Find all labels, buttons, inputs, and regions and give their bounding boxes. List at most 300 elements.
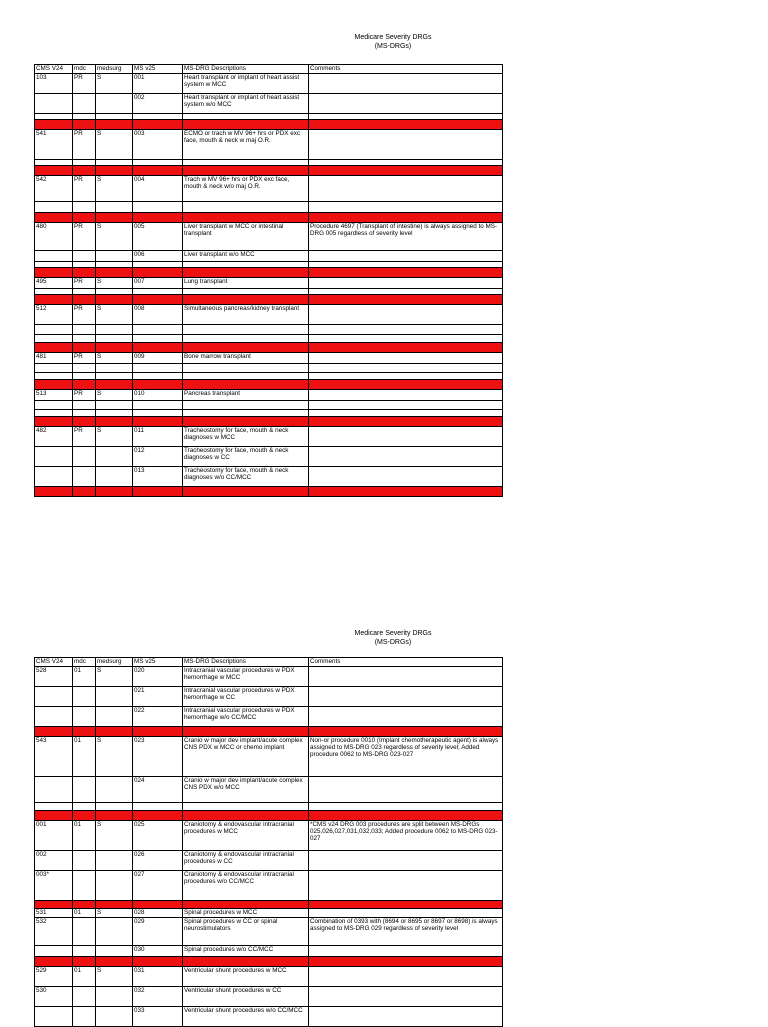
cms-v24-cell <box>35 268 73 278</box>
description-cell: Trach w MV 96+ hrs or PDX exc face, mouth & neck w/o maj O.R. <box>183 176 309 202</box>
comment-cell <box>309 176 503 202</box>
ms-v25-cell <box>133 803 183 811</box>
comment-cell <box>309 305 503 325</box>
table-row <box>35 176 503 202</box>
mdc-cell <box>73 707 96 727</box>
separator-row <box>35 901 503 909</box>
medsurg-cell: S <box>96 390 133 401</box>
mdc-cell <box>73 268 96 278</box>
cms-v24-cell: 531 <box>35 909 73 918</box>
cms-v24-cell <box>35 343 73 353</box>
table-row <box>35 251 503 262</box>
mdc-cell <box>73 946 96 957</box>
medsurg-cell: S <box>96 967 133 987</box>
description-cell: Spinal procedures w CC or spinal neurostimulators <box>183 918 309 946</box>
description-cell: Heart transplant or implant of heart assist system w/o MCC <box>183 94 309 114</box>
medsurg-cell: S <box>96 667 133 687</box>
comment-cell: Procedure 4697 (Transplant of intestine) is always assigned to MS-DRG 005 regardless of severity level <box>309 223 503 251</box>
cms-v24-cell: 542 <box>35 176 73 202</box>
medsurg-cell: S <box>96 353 133 364</box>
table-row <box>35 737 503 777</box>
medsurg-cell <box>96 987 133 1007</box>
description-cell <box>183 957 309 967</box>
medsurg-cell: S <box>96 176 133 202</box>
cms-v24-cell: 529 <box>35 967 73 987</box>
cms-v24-cell: 480 <box>35 223 73 251</box>
medsurg-cell: S <box>96 278 133 289</box>
cms-v24-cell <box>35 251 73 262</box>
comment-cell <box>309 325 503 335</box>
medsurg-cell <box>96 417 133 427</box>
comment-cell <box>309 295 503 305</box>
mdc-cell <box>73 901 96 909</box>
cms-v24-cell <box>35 364 73 373</box>
medsurg-cell <box>96 687 133 707</box>
cms-v24-cell <box>35 946 73 957</box>
table-header-row <box>35 65 503 74</box>
cms-v24-cell <box>35 803 73 811</box>
header-descriptions: MS-DRG Descriptions <box>183 65 309 74</box>
mdc-cell <box>73 380 96 390</box>
comment-cell <box>309 487 503 497</box>
mdc-cell <box>73 120 96 130</box>
description-cell: Simultaneous pancreas/kidney transplant <box>183 305 309 325</box>
title-line-1: Medicare Severity DRGs <box>354 630 432 637</box>
ms-v25-cell <box>133 295 183 305</box>
table-row <box>35 707 503 727</box>
ms-v25-cell: 007 <box>133 278 183 289</box>
description-cell: Cranio w major dev implant/acute complex CNS PDX w MCC or chemo implant <box>183 737 309 777</box>
description-cell <box>183 811 309 821</box>
blank-row <box>35 364 503 373</box>
description-cell: Tracheostomy for face, mouth & neck diagnoses w MCC <box>183 427 309 447</box>
comment-cell <box>309 268 503 278</box>
comment-cell <box>309 667 503 687</box>
description-cell <box>183 202 309 213</box>
header-medsurg: medsurg <box>96 658 133 667</box>
mdc-cell: PR <box>73 390 96 401</box>
cms-v24-cell: 530 <box>35 987 73 1007</box>
description-cell: Tracheostomy for face, mouth & neck diagnoses w/o CC/MCC <box>183 467 309 487</box>
cms-v24-cell <box>35 325 73 335</box>
ms-v25-cell: 011 <box>133 427 183 447</box>
header-descriptions: MS-DRG Descriptions <box>183 658 309 667</box>
comment-cell <box>309 202 503 213</box>
medsurg-cell <box>96 871 133 901</box>
cms-v24-cell <box>35 202 73 213</box>
comment-cell <box>309 251 503 262</box>
ms-v25-cell <box>133 120 183 130</box>
ms-v25-cell: 001 <box>133 74 183 94</box>
description-cell <box>183 166 309 176</box>
table-row <box>35 821 503 851</box>
table-row <box>35 918 503 946</box>
description-cell: Tracheostomy for face, mouth & neck diagnoses w CC <box>183 447 309 467</box>
ms-v25-cell: 026 <box>133 851 183 871</box>
mdc-cell <box>73 871 96 901</box>
ms-v25-cell: 009 <box>133 353 183 364</box>
medsurg-cell: S <box>96 223 133 251</box>
description-cell: Spinal procedures w/o CC/MCC <box>183 946 309 957</box>
cms-v24-cell <box>35 380 73 390</box>
blank-row <box>35 325 503 335</box>
description-cell <box>183 343 309 353</box>
header-cms-v24: CMS V24 <box>35 65 73 74</box>
medsurg-cell <box>96 401 133 410</box>
header-cms-v24: CMS V24 <box>35 658 73 667</box>
separator-row <box>35 295 503 305</box>
cms-v24-cell <box>35 811 73 821</box>
title-line-2: (MS-DRGs) <box>374 43 412 50</box>
comment-cell <box>309 909 503 918</box>
medsurg-cell <box>96 901 133 909</box>
comment-cell <box>309 901 503 909</box>
comment-cell <box>309 803 503 811</box>
medsurg-cell <box>96 120 133 130</box>
ms-v25-cell: 032 <box>133 987 183 1007</box>
title-line-1: Medicare Severity DRGs <box>354 34 432 41</box>
ms-v25-cell: 027 <box>133 871 183 901</box>
mdc-cell <box>73 487 96 497</box>
ms-v25-cell <box>133 343 183 353</box>
ms-v25-cell: 006 <box>133 251 183 262</box>
description-cell <box>183 417 309 427</box>
blank-row <box>35 401 503 410</box>
description-cell: Pancreas transplant <box>183 390 309 401</box>
medsurg-cell <box>96 325 133 335</box>
cms-v24-cell <box>35 447 73 467</box>
comment-cell <box>309 851 503 871</box>
ms-v25-cell: 010 <box>133 390 183 401</box>
medsurg-cell <box>96 335 133 343</box>
comment-cell <box>309 417 503 427</box>
cms-v24-cell <box>35 120 73 130</box>
medsurg-cell <box>96 410 133 417</box>
table-row <box>35 687 503 707</box>
separator-row <box>35 213 503 223</box>
comment-cell <box>309 811 503 821</box>
separator-row <box>35 487 503 497</box>
description-cell <box>183 803 309 811</box>
ms-v25-cell: 008 <box>133 305 183 325</box>
table-row <box>35 130 503 160</box>
ms-v25-cell <box>133 373 183 380</box>
cms-v24-cell: 103 <box>35 74 73 94</box>
mdc-cell <box>73 202 96 213</box>
description-cell: Bone marrow transplant <box>183 353 309 364</box>
cms-v24-cell: 528 <box>35 667 73 687</box>
comment-cell <box>309 353 503 364</box>
cms-v24-cell: 495 <box>35 278 73 289</box>
medsurg-cell <box>96 851 133 871</box>
medsurg-cell <box>96 918 133 946</box>
ms-v25-cell <box>133 335 183 343</box>
table-row <box>35 909 503 918</box>
comment-cell <box>309 707 503 727</box>
medsurg-cell: S <box>96 909 133 918</box>
cms-v24-cell <box>35 401 73 410</box>
mdc-cell: PR <box>73 353 96 364</box>
comment-cell <box>309 777 503 803</box>
cms-v24-cell <box>35 487 73 497</box>
comment-cell <box>309 410 503 417</box>
description-cell: Intracranial vascular procedures w PDX hemorrhage w/o CC/MCC <box>183 707 309 727</box>
description-cell: Heart transplant or implant of heart assist system w MCC <box>183 74 309 94</box>
ms-v25-cell <box>133 410 183 417</box>
cms-v24-cell: 482 <box>35 427 73 447</box>
medsurg-cell <box>96 727 133 737</box>
ms-v25-cell: 031 <box>133 967 183 987</box>
mdc-cell <box>73 373 96 380</box>
description-cell <box>183 373 309 380</box>
comment-cell <box>309 380 503 390</box>
comment-cell <box>309 390 503 401</box>
separator-row <box>35 268 503 278</box>
mdc-cell: 01 <box>73 667 96 687</box>
header-mdc: mdc <box>73 658 96 667</box>
cms-v24-cell <box>35 373 73 380</box>
comment-cell: Non-or procedure 0010 (Implant chemotherapeutic agent) is always assigned to MS-DRG 023 regardless of severity level; Added procedure 0062 to MS-DRG 023-027 <box>309 737 503 777</box>
ms-v25-cell: 005 <box>133 223 183 251</box>
table-row <box>35 223 503 251</box>
medsurg-cell: S <box>96 427 133 447</box>
comment-cell <box>309 687 503 707</box>
description-cell: Craniotomy & endovascular intracranial procedures w MCC <box>183 821 309 851</box>
description-cell <box>183 901 309 909</box>
mdc-cell: 01 <box>73 909 96 918</box>
separator-row <box>35 727 503 737</box>
ms-v25-cell: 021 <box>133 687 183 707</box>
comment-cell <box>309 364 503 373</box>
drg-table <box>34 64 503 497</box>
ms-v25-cell: 002 <box>133 94 183 114</box>
cms-v24-cell <box>35 213 73 223</box>
ms-v25-cell <box>133 401 183 410</box>
ms-v25-cell <box>133 202 183 213</box>
mdc-cell <box>73 213 96 223</box>
mdc-cell <box>73 401 96 410</box>
ms-v25-cell <box>133 364 183 373</box>
mdc-cell <box>73 811 96 821</box>
blank-row <box>35 335 503 343</box>
description-cell <box>183 727 309 737</box>
table-row <box>35 94 503 114</box>
ms-v25-cell: 020 <box>133 667 183 687</box>
separator-row <box>35 166 503 176</box>
table-row <box>35 851 503 871</box>
cms-v24-cell: 541 <box>35 130 73 160</box>
description-cell: Spinal procedures w MCC <box>183 909 309 918</box>
mdc-cell <box>73 777 96 803</box>
mdc-cell <box>73 94 96 114</box>
table-row <box>35 305 503 325</box>
mdc-cell: 01 <box>73 821 96 851</box>
medsurg-cell <box>96 380 133 390</box>
cms-v24-cell <box>35 335 73 343</box>
description-cell: Craniotomy & endovascular intracranial procedures w/o CC/MCC <box>183 871 309 901</box>
cms-v24-cell <box>35 901 73 909</box>
mdc-cell: PR <box>73 130 96 160</box>
table-row <box>35 946 503 957</box>
comment-cell <box>309 343 503 353</box>
mdc-cell <box>73 335 96 343</box>
separator-row <box>35 120 503 130</box>
comment-cell <box>309 401 503 410</box>
ms-v25-cell <box>133 811 183 821</box>
mdc-cell <box>73 410 96 417</box>
medsurg-cell: S <box>96 130 133 160</box>
comment-cell <box>309 447 503 467</box>
mdc-cell: 01 <box>73 737 96 777</box>
mdc-cell <box>73 803 96 811</box>
medsurg-cell: S <box>96 737 133 777</box>
mdc-cell: PR <box>73 278 96 289</box>
table-row <box>35 467 503 487</box>
mdc-cell <box>73 295 96 305</box>
header-ms-v25: MS v25 <box>133 65 183 74</box>
ms-v25-cell <box>133 901 183 909</box>
ms-v25-cell <box>133 268 183 278</box>
comment-cell <box>309 74 503 94</box>
description-cell: Ventricular shunt procedures w CC <box>183 987 309 1007</box>
ms-v25-cell: 028 <box>133 909 183 918</box>
mdc-cell <box>73 325 96 335</box>
mdc-cell: PR <box>73 176 96 202</box>
mdc-cell <box>73 447 96 467</box>
comment-cell <box>309 727 503 737</box>
ms-v25-cell: 033 <box>133 1007 183 1027</box>
table-row <box>35 447 503 467</box>
comment-cell <box>309 467 503 487</box>
ms-v25-cell: 022 <box>133 707 183 727</box>
description-cell: Intracranial vascular procedures w PDX hemorrhage w CC <box>183 687 309 707</box>
cms-v24-cell: 532 <box>35 918 73 946</box>
description-cell: Cranio w major dev implant/acute complex CNS PDX w/o MCC <box>183 777 309 803</box>
description-cell <box>183 487 309 497</box>
cms-v24-cell: 512 <box>35 305 73 325</box>
table-row <box>35 74 503 94</box>
comment-cell <box>309 987 503 1007</box>
medsurg-cell <box>96 295 133 305</box>
table-row <box>35 278 503 289</box>
mdc-cell <box>73 364 96 373</box>
ms-v25-cell <box>133 957 183 967</box>
header-mdc: mdc <box>73 65 96 74</box>
cms-v24-cell: 543 <box>35 737 73 777</box>
ms-v25-cell <box>133 380 183 390</box>
mdc-cell: PR <box>73 305 96 325</box>
comment-cell <box>309 946 503 957</box>
cms-v24-cell <box>35 707 73 727</box>
cms-v24-cell: 003* <box>35 871 73 901</box>
description-cell <box>183 380 309 390</box>
description-cell <box>183 295 309 305</box>
medsurg-cell <box>96 777 133 803</box>
ms-v25-cell: 025 <box>133 821 183 851</box>
medsurg-cell <box>96 202 133 213</box>
medsurg-cell <box>96 811 133 821</box>
comment-cell <box>309 427 503 447</box>
cms-v24-cell: 481 <box>35 353 73 364</box>
cms-v24-cell <box>35 94 73 114</box>
description-cell <box>183 213 309 223</box>
medsurg-cell <box>96 268 133 278</box>
table-row <box>35 967 503 987</box>
comment-cell <box>309 120 503 130</box>
ms-v25-cell: 013 <box>133 467 183 487</box>
blank-row <box>35 202 503 213</box>
mdc-cell <box>73 687 96 707</box>
ms-v25-cell: 012 <box>133 447 183 467</box>
cms-v24-cell: 001 <box>35 821 73 851</box>
table-row <box>35 987 503 1007</box>
table-header-row <box>35 658 503 667</box>
medsurg-cell <box>96 94 133 114</box>
mdc-cell <box>73 467 96 487</box>
blank-row <box>35 803 503 811</box>
description-cell: Lung transplant <box>183 278 309 289</box>
separator-row <box>35 380 503 390</box>
description-cell <box>183 335 309 343</box>
medsurg-cell <box>96 213 133 223</box>
description-cell: ECMO or trach w MV 96+ hrs or PDX exc face, mouth & neck w maj O.R. <box>183 130 309 160</box>
description-cell <box>183 364 309 373</box>
table-row <box>35 390 503 401</box>
mdc-cell: PR <box>73 427 96 447</box>
comment-cell: Combination of 0393 with (8694 or 8695 or 8697 or 8698) is always assigned to MS-DRG 029 regardless of severity level <box>309 918 503 946</box>
comment-cell <box>309 967 503 987</box>
blank-row <box>35 373 503 380</box>
description-cell <box>183 268 309 278</box>
medsurg-cell <box>96 957 133 967</box>
mdc-cell: PR <box>73 223 96 251</box>
ms-v25-cell <box>133 727 183 737</box>
medsurg-cell <box>96 343 133 353</box>
cms-v24-cell <box>35 166 73 176</box>
cms-v24-cell <box>35 417 73 427</box>
ms-v25-cell <box>133 166 183 176</box>
cms-v24-cell <box>35 410 73 417</box>
description-cell <box>183 325 309 335</box>
mdc-cell <box>73 987 96 1007</box>
description-cell: Liver transplant w MCC or intestinal transplant <box>183 223 309 251</box>
description-cell: Liver transplant w/o MCC <box>183 251 309 262</box>
ms-v25-cell: 003 <box>133 130 183 160</box>
ms-v25-cell <box>133 213 183 223</box>
mdc-cell <box>73 727 96 737</box>
medsurg-cell <box>96 487 133 497</box>
cms-v24-cell: 002 <box>35 851 73 871</box>
table-row <box>35 777 503 803</box>
cms-v24-cell <box>35 727 73 737</box>
comment-cell <box>309 213 503 223</box>
medsurg-cell <box>96 447 133 467</box>
header-comments: Comments <box>309 658 503 667</box>
medsurg-cell <box>96 946 133 957</box>
cms-v24-cell: 513 <box>35 390 73 401</box>
table-row <box>35 353 503 364</box>
comment-cell <box>309 166 503 176</box>
comment-cell <box>309 871 503 901</box>
header-comments: Comments <box>309 65 503 74</box>
cms-v24-cell <box>35 777 73 803</box>
description-cell: Ventricular shunt procedures w MCC <box>183 967 309 987</box>
mdc-cell: PR <box>73 74 96 94</box>
medsurg-cell: S <box>96 74 133 94</box>
comment-cell <box>309 94 503 114</box>
ms-v25-cell: 023 <box>133 737 183 777</box>
header-ms-v25: MS v25 <box>133 658 183 667</box>
